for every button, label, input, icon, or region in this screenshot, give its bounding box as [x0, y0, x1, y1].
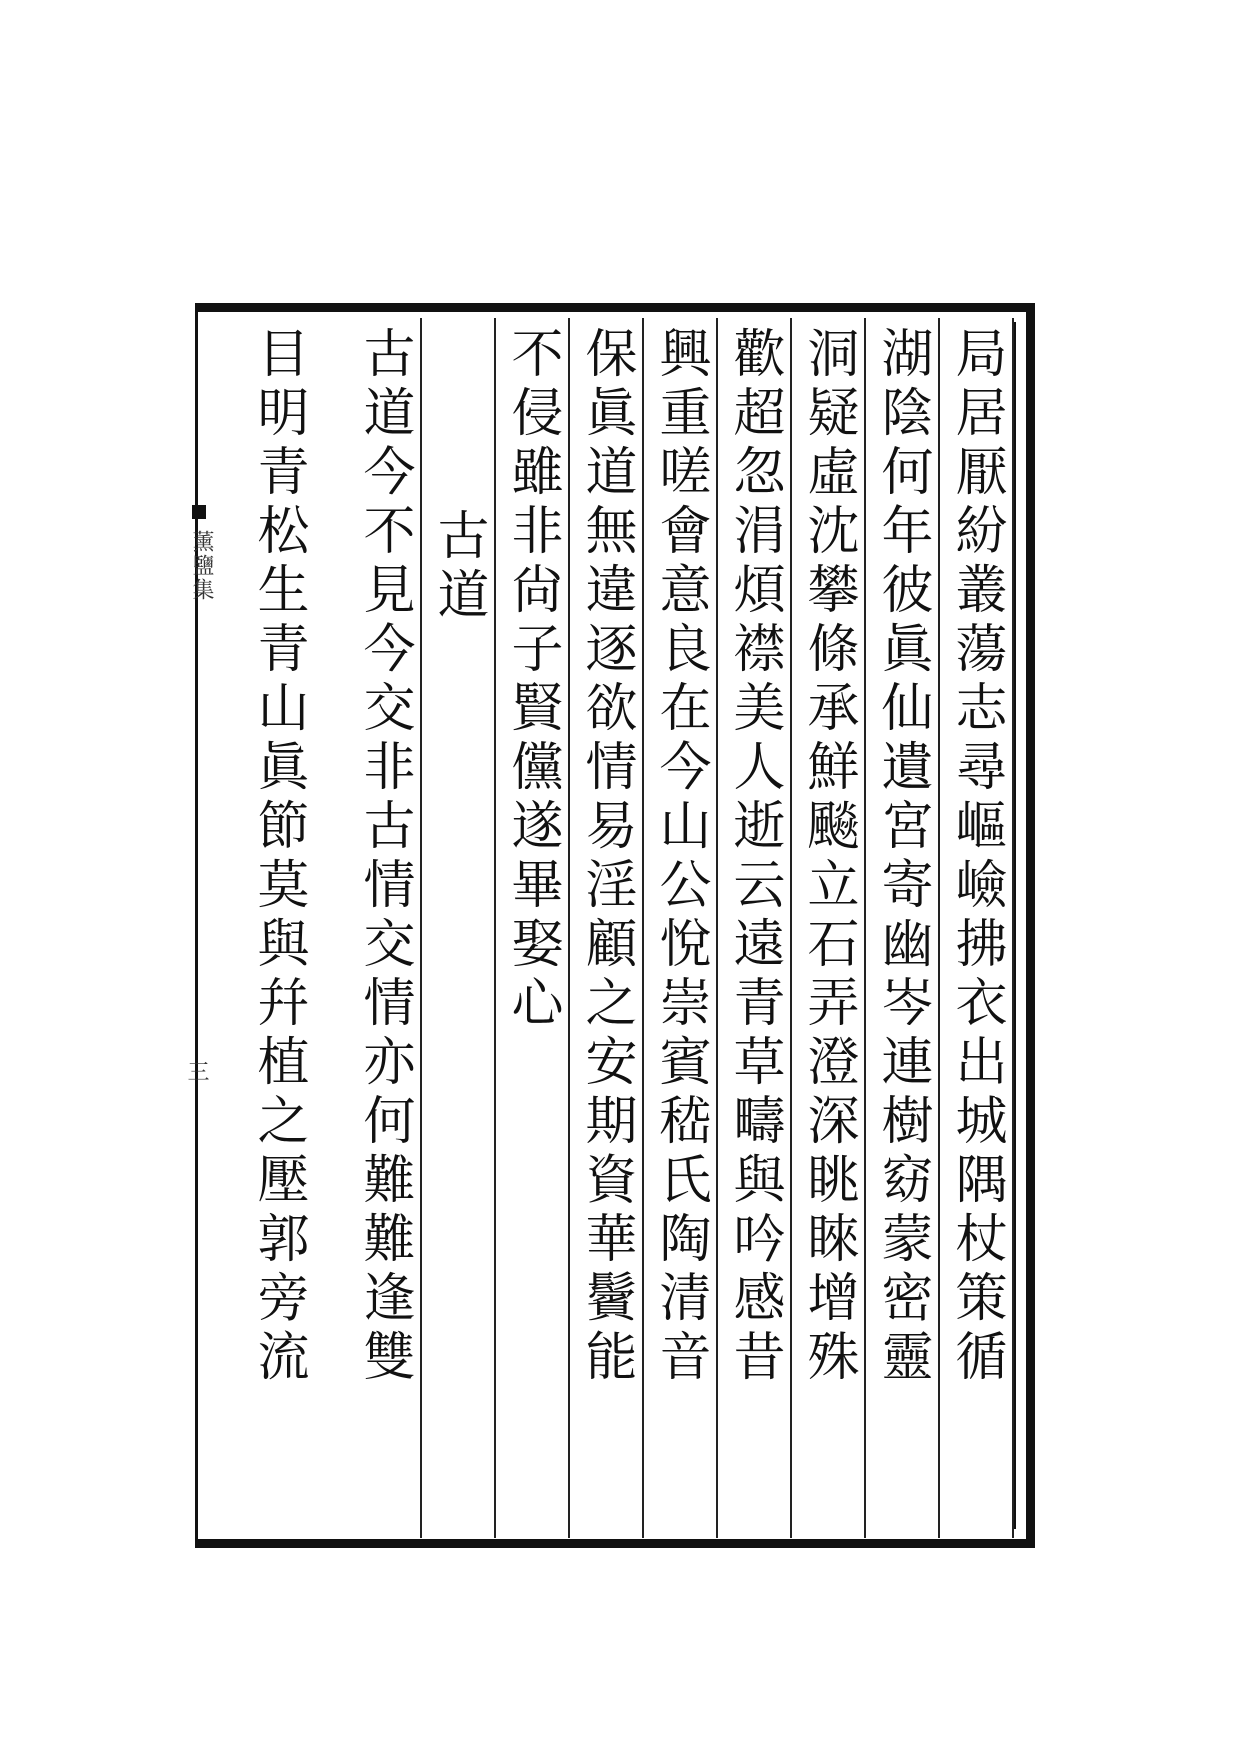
- text-column-6: [570, 318, 644, 1538]
- text-column-9: [212, 318, 348, 1538]
- edge-book-title: 薰鹽集: [189, 530, 214, 602]
- edge-page-number: 三: [184, 1060, 209, 1082]
- column-text: 不侵雖非尙子賢儻遂畢娶心: [502, 326, 562, 1034]
- fishtail-mark: [192, 505, 206, 519]
- column-text: 目明青松生青山眞節莫與幷植之壓郭旁流: [248, 326, 308, 1388]
- text-column-2: [866, 318, 940, 1538]
- column-text: 湖陰何年彼眞仙遺宮寄幽岑連樹窈蒙密靈: [872, 326, 932, 1388]
- column-text: 歡超忽涓煩襟美人逝云遠青草疇與吟感昔: [724, 326, 784, 1388]
- text-column-5: [644, 318, 718, 1538]
- column-text: 局居厭紛叢蕩志尋嶇嶮拂衣出城隅杖策循: [946, 326, 1006, 1388]
- column-text: 古道今不見今交非古情交情亦何難難逢雙: [354, 326, 414, 1388]
- poem-title: 古道: [428, 508, 488, 626]
- column-text: 保眞道無違逐欲情易淫顧之安期資華鬢能: [576, 326, 636, 1388]
- text-column-3: [792, 318, 866, 1538]
- text-column-8: [348, 318, 422, 1538]
- column-text: 興重嗟會意良在今山公悅崇賓嵇氏陶清音: [650, 326, 710, 1388]
- column-text: 洞疑虛沈攀條承鮮飈立石弄澄深眺睞增殊: [798, 326, 858, 1388]
- title-column: [422, 318, 496, 1538]
- fore-edge-strip: [195, 310, 208, 1540]
- text-column-7: [496, 318, 570, 1538]
- text-column-4: [718, 318, 792, 1538]
- text-column-1: [940, 318, 1014, 1538]
